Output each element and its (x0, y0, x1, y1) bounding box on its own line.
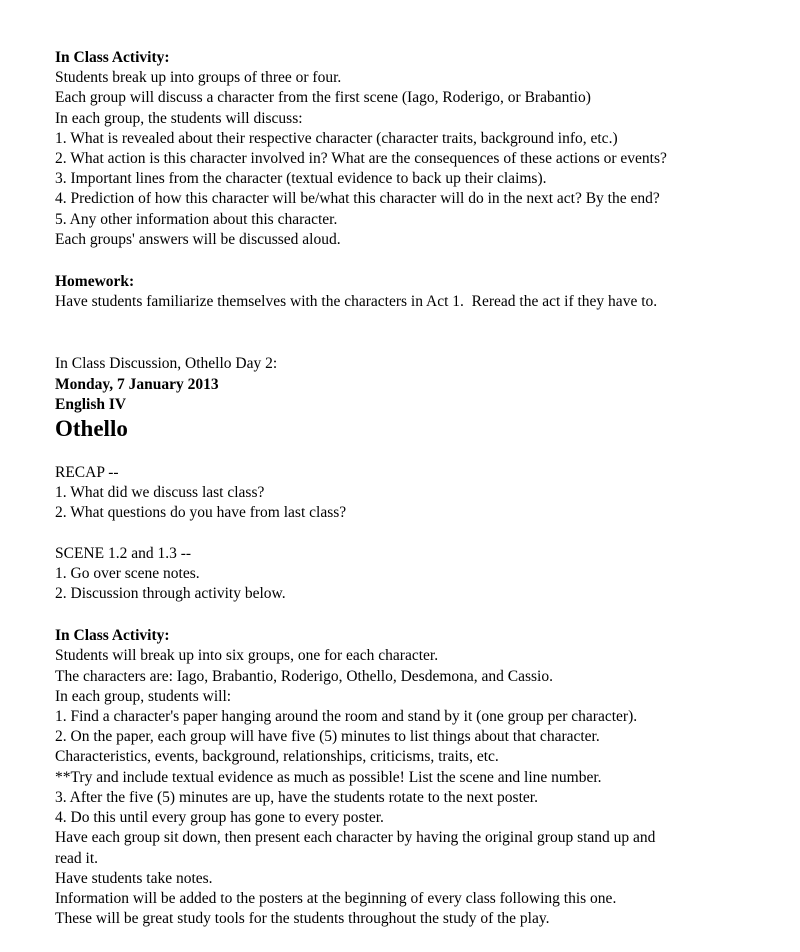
section-line: Have each group sit down, then present each character by having the original group stand up and (55, 829, 656, 847)
recap-heading: RECAP -- (55, 464, 119, 482)
section-heading: In Class Activity: (55, 49, 170, 66)
scene-section (55, 544, 748, 605)
recap-line: 1. What did we discuss last class? (55, 484, 265, 502)
spacer (55, 250, 748, 272)
section-line: 3. After the five (5) minutes are up, have the students rotate to the next poster. (55, 788, 538, 806)
course-name: English IV (55, 395, 127, 413)
scene-line: 1. Go over scene notes. (55, 564, 200, 582)
section-line: 3. Important lines from the character (textual evidence to back up their claims). (55, 170, 547, 188)
section-line: Students break up into groups of three or four. (55, 69, 342, 87)
lesson-date: Monday, 7 January 2013 (55, 375, 219, 393)
section-line: Students will break up into six groups, one for each character. (55, 647, 439, 665)
section-line: 1. What is revealed about their respective character (character traits, background info, etc.) (55, 129, 618, 147)
homework-section (55, 272, 748, 312)
section-line: In each group, students will: (55, 687, 232, 705)
in-class-activity-section-2 (55, 626, 748, 929)
scene-heading: SCENE 1.2 and 1.3 -- (55, 544, 192, 562)
section-line: Each groups' answers will be discussed aloud. (55, 230, 341, 248)
section-line: 4. Prediction of how this character will be/what this character will do in the next act? By the end? (55, 190, 660, 208)
spacer (55, 604, 748, 626)
section-line: **Try and include textual evidence as much as possible! List the scene and line number. (55, 768, 602, 786)
section-line: Each group will discuss a character from the first scene (Iago, Roderigo, or Brabantio) (55, 89, 591, 107)
section-line: 4. Do this until every group has gone to every poster. (55, 809, 384, 827)
section-heading: In Class Activity: (55, 627, 170, 645)
section-line: 1. Find a character's paper hanging around the room and stand by it (one group per character). (55, 708, 638, 726)
spacer (55, 312, 748, 354)
recap-section (55, 463, 748, 524)
discussion-line: In Class Discussion, Othello Day 2: (55, 355, 278, 373)
section-line: The characters are: Iago, Brabantio, Roderigo, Othello, Desdemona, and Cassio. (55, 667, 553, 685)
section-line: Information will be added to the posters at the beginning of every class following this one. (55, 889, 617, 907)
section-line: 2. What action is this character involved in? What are the consequences of these actions or events? (55, 150, 667, 168)
recap-line: 2. What questions do you have from last class? (55, 504, 347, 522)
play-title: Othello (55, 416, 128, 442)
spacer (55, 443, 748, 463)
section-line: Have students take notes. (55, 869, 213, 887)
homework-line: Have students familiarize themselves with the characters in Act 1. Reread the act if they have to. (55, 293, 658, 311)
lesson-header (55, 354, 748, 443)
in-class-activity-section-1 (55, 48, 748, 250)
section-line: These will be great study tools for the students throughout the study of the play. (55, 910, 550, 928)
section-line: 5. Any other information about this character. (55, 210, 338, 228)
section-line: In each group, the students will discuss: (55, 109, 303, 127)
section-line: Characteristics, events, background, relationships, criticisms, traits, etc. (55, 748, 499, 766)
section-line: 2. On the paper, each group will have five (5) minutes to list things about that character. (55, 728, 600, 746)
homework-heading: Homework: (55, 273, 135, 291)
scene-line: 2. Discussion through activity below. (55, 585, 286, 603)
spacer (55, 524, 748, 544)
section-line: read it. (55, 849, 99, 867)
